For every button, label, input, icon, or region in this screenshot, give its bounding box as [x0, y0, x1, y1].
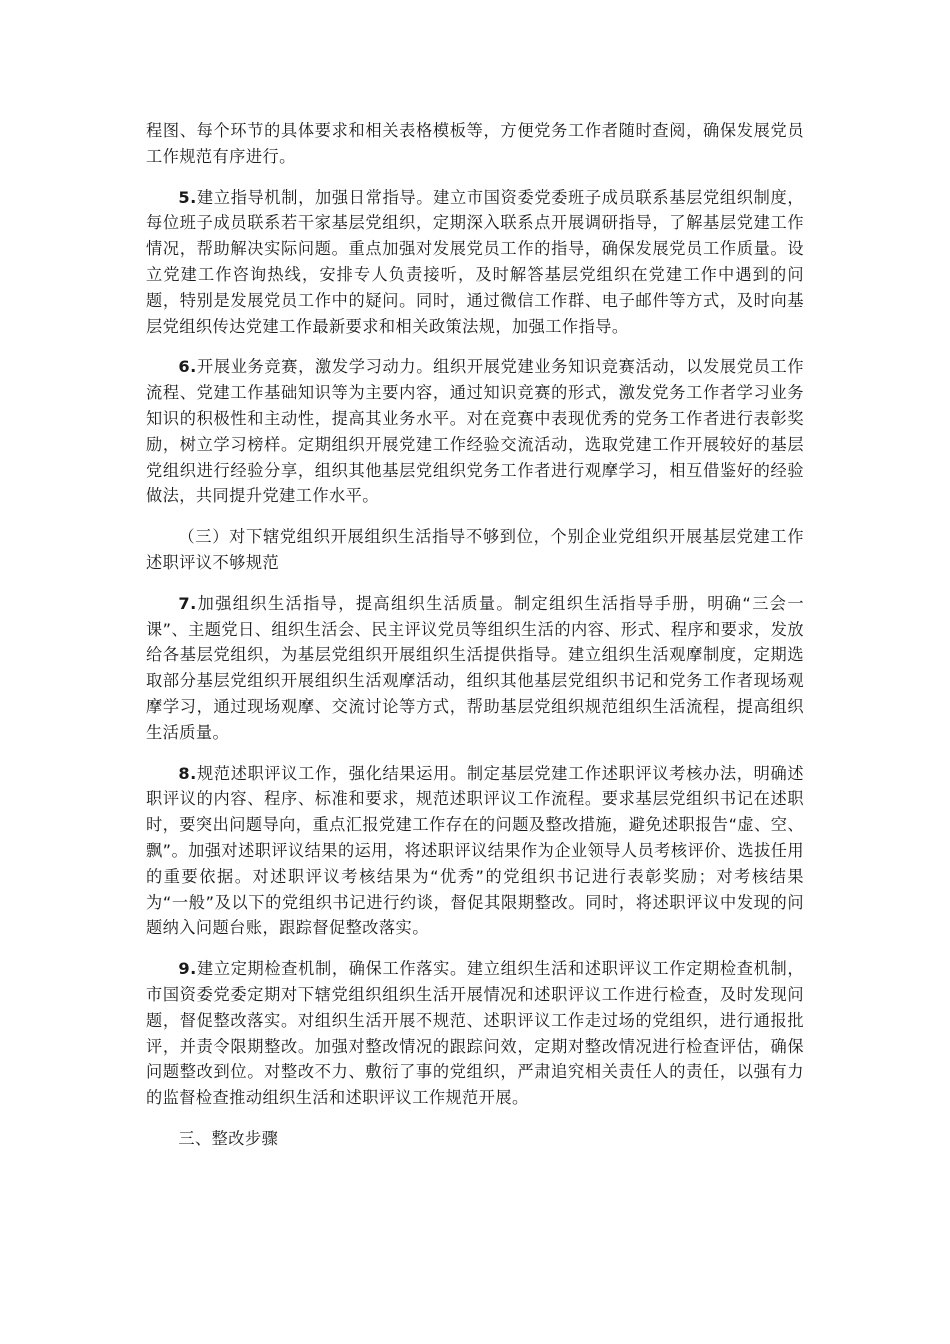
- item-number: 5.: [178, 187, 197, 207]
- paragraph-text: 加强组织生活指导，提高组织生活质量。制定组织生活指导手册，明确“三会一课”、主题党日、组织生活会、民主评议党员等组织生活的内容、形式、程序和要求，发放给各基层党组织，为基层党组织开展组织生活提供指导。建立组织生活观摩制度，定期选取部分基层党组织开展组织生活观摩活动，组织其他基层党组织书记和党务工作者现场观摩学习，通过现场观摩、交流讨论等方式，帮助基层党组织规范组织生活流程，提高组织生活质量。: [146, 593, 804, 742]
- paragraph-text: 规范述职评议工作，强化结果运用。制定基层党建工作述职评议考核办法，明确述职评议的内容、程序、标准和要求，规范述职评议工作流程。要求基层党组织书记在述职时，要突出问题导向，重点汇报党建工作存在的问题及整改措施，避免述职报告“虚、空、飘”。加强对述职评议结果的运用，将述职评议结果作为企业领导人员考核评价、选拔任用的重要依据。对述职评议考核结果为“优秀”的党组织书记进行表彰奖励；对考核结果为“一般”及以下的党组织书记进行约谈，督促其限期整改。同时，将述职评议中发现的问题纳入问题台账，跟踪督促整改落实。: [146, 763, 804, 938]
- heading-text: 三、整改步骤: [178, 1128, 279, 1148]
- section-heading-steps: [146, 1126, 804, 1152]
- paragraph-item-8: [146, 761, 804, 942]
- paragraph-text: 建立定期检查机制，确保工作落实。建立组织生活和述职评议工作定期检查机制，市国资委党委定期对下辖党组织组织生活开展情况和述职评议工作进行检查，及时发现问题，督促整改落实。对组织生活开展不规范、述职评议工作走过场的党组织，进行通报批评，并责令限期整改。加强对整改情况的跟踪问效，定期对整改情况进行检查评估，确保问题整改到位。对整改不力、敷衍了事的党组织，严肃追究相关责任人的责任，以强有力的监督检查推动组织生活和述职评议工作规范开展。: [146, 959, 804, 1108]
- paragraph-text: 开展业务竞赛，激发学习动力。组织开展党建业务知识竞赛活动，以发展党员工作流程、党建工作基础知识等为主要内容，通过知识竞赛的形式，激发党务工作者学习业务知识的积极性和主动性，提高其业务水平。对在竞赛中表现优秀的党务工作者进行表彰奖励，树立学习榜样。定期组织开展党建工作经验交流活动，选取党建工作开展较好的基层党组织进行经验分享，组织其他基层党组织党务工作者进行观摩学习，相互借鉴好的经验做法，共同提升党建工作水平。: [146, 357, 804, 506]
- paragraph-item-7: [146, 591, 804, 746]
- item-number: 7.: [178, 593, 197, 613]
- paragraph-text: 建立指导机制，加强日常指导。建立市国资委党委班子成员联系基层党组织制度，每位班子成员联系若干家基层党组织，定期深入联系点开展调研指导，了解基层党建工作情况，帮助解决实际问题。重点加强对发展党员工作的指导，确保发展党员工作质量。设立党建工作咨询热线，安排专人负责接听，及时解答基层党组织在党建工作中遇到的问题，特别是发展党员工作中的疑问。同时，通过微信工作群、电子邮件等方式，及时向基层党组织传达党建工作最新要求和相关政策法规，加强工作指导。: [146, 187, 804, 336]
- paragraph-item-9: [146, 956, 804, 1111]
- item-number: 8.: [178, 763, 197, 783]
- paragraph-item-5: [146, 185, 804, 340]
- paragraph-text: 程图、每个环节的具体要求和相关表格模板等，方便党务工作者随时查阅，确保发展党员工作规范有序进行。: [146, 121, 804, 166]
- paragraph-item-6: [146, 354, 804, 509]
- heading-text: （三）对下辖党组织开展组织生活指导不够到位，个别企业党组织开展基层党建工作述职评议不够规范: [146, 527, 804, 572]
- item-number: 6.: [178, 357, 197, 377]
- item-number: 9.: [178, 959, 197, 979]
- section-heading-3: [146, 524, 804, 576]
- paragraph-continued: [146, 118, 804, 170]
